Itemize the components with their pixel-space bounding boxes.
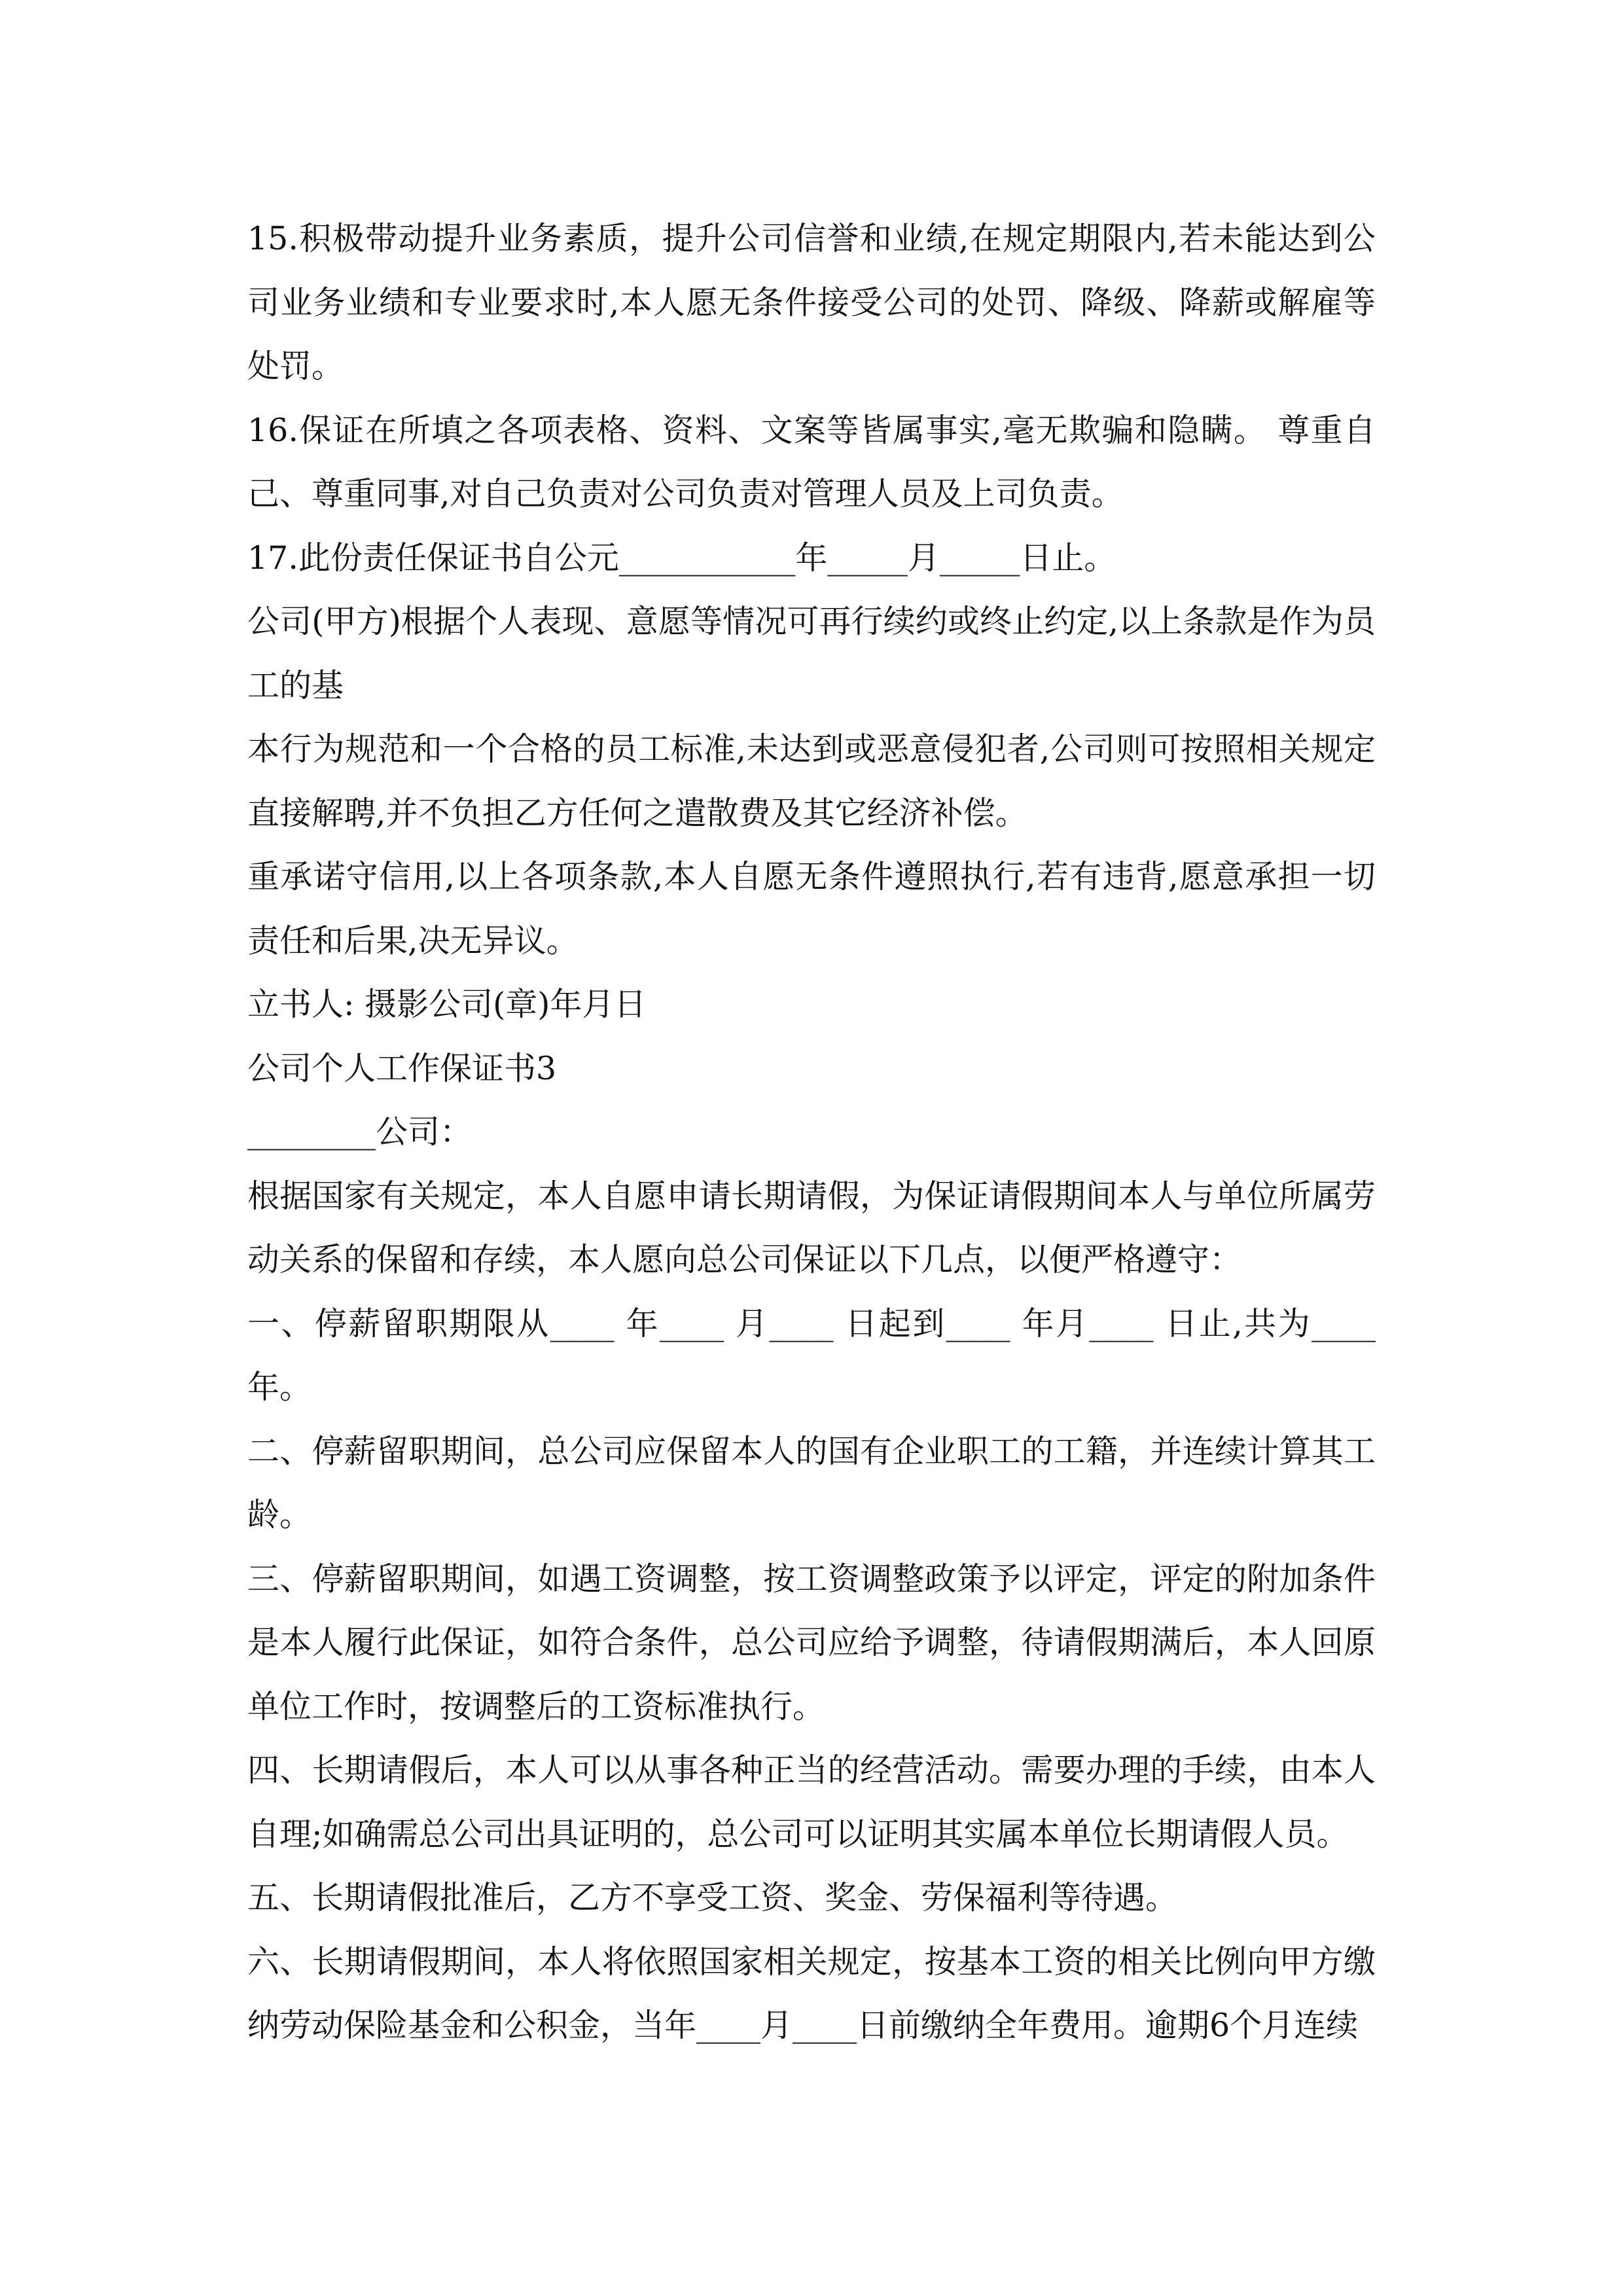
item-3: 三、停薪留职期间，如遇工资调整，按工资调整政策予以评定，评定的附加条件是本人履行此保证，如符合条件，总公司应给予调整，待请假期满后，本人回原单位工作时，按调整后的工资标准执行。 xyxy=(247,1560,1376,1725)
commitment-paragraph: 重承诺守信用,以上各项条款,本人自愿无条件遵照执行,若有违背,愿意承担一切责任和后果,决无异议。 xyxy=(247,858,1376,960)
dismissal-paragraph: 本行为规范和一个合格的员工标准,未达到或恶意侵犯者,公司则可按照相关规定直接解聘,并不负担乙方任何之遣散费及其它经济补偿。 xyxy=(247,730,1376,832)
renewal-paragraph: 公司(甲方)根据个人表现、意愿等情况可再行续约或终止约定,以上条款是作为员工的基 xyxy=(247,603,1376,704)
item-2: 二、停薪留职期间，总公司应保留本人的国有企业职工的工籍，并连续计算其工龄。 xyxy=(247,1432,1376,1534)
clause-17: 17.此份责任保证书自公元___________年_____月_____日止。 xyxy=(247,539,1116,577)
addressee-line: ________公司： xyxy=(247,1113,473,1151)
item-1: 一、停薪留职期限从____ 年____ 月____ 日起到____ 年月____ 日止,共为____年。 xyxy=(247,1304,1376,1406)
document-page xyxy=(247,207,1376,2058)
item-4: 四、长期请假后，本人可以从事各种正当的经营活动。需要办理的手续，由本人自理;如确需总公司出具证明的，总公司可以证明其实属本单位长期请假人员。 xyxy=(247,1751,1376,1853)
item-6: 六、长期请假期间，本人将依照国家相关规定，按基本工资的相关比例向甲方缴纳劳动保险基金和公积金，当年____月____日前缴纳全年费用。逾期6个月连续 xyxy=(247,1943,1376,2044)
signature-line: 立书人: 摄影公司(章)年月日 xyxy=(247,986,647,1023)
item-5: 五、长期请假批准后，乙方不享受工资、奖金、劳保福利等待遇。 xyxy=(247,1879,1178,1916)
section-title: 公司个人工作保证书3 xyxy=(247,1049,557,1087)
clause-15: 15.积极带动提升业务素质，提升公司信誉和业绩,在规定期限内,若未能达到公司业务业绩和专业要求时,本人愿无条件接受公司的处罚、降级、降薪或解雇等处罚。 xyxy=(247,220,1376,385)
clause-16: 16.保证在所填之各项表格、资料、文案等皆属事实,毫无欺骗和隐瞒。 尊重自己、尊重同事,对自己负责对公司负责对管理人员及上司负责。 xyxy=(247,411,1376,512)
intro-paragraph: 根据国家有关规定，本人自愿申请长期请假，为保证请假期间本人与单位所属劳动关系的保留和存续，本人愿向总公司保证以下几点，以便严格遵守： xyxy=(247,1177,1376,1278)
